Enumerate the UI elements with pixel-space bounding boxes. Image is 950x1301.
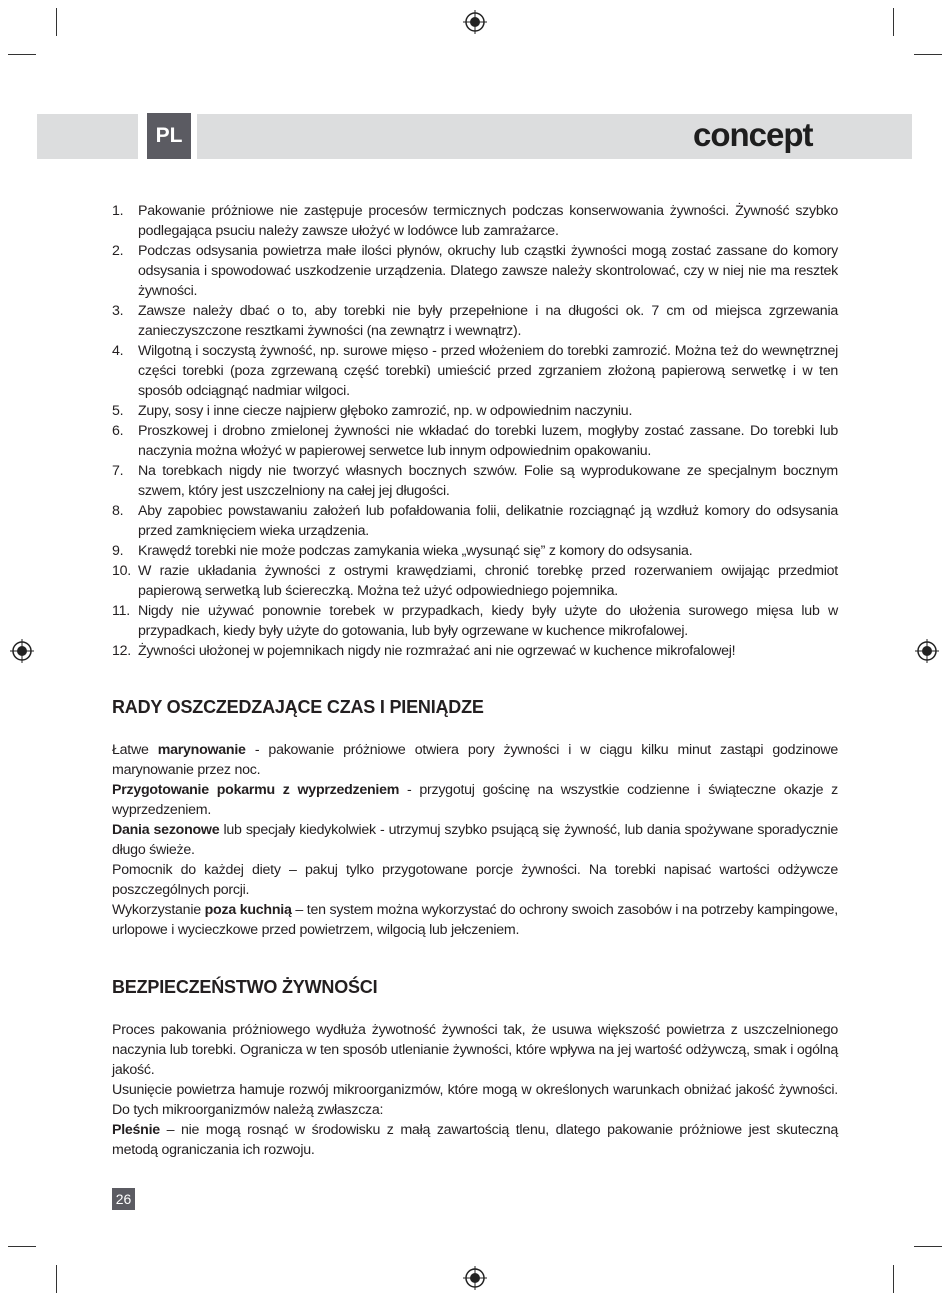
paragraph <box>112 1120 838 1160</box>
instruction-list <box>112 201 838 661</box>
crop-mark <box>914 54 942 55</box>
list-item <box>112 641 838 661</box>
list-text: Na torebkach nigdy nie tworzyć własnych bocznych szwów. Folie są wyprodukowane ze specjalnym bocznym szwem, który jest uszczelniony na całej jej długości. <box>138 463 838 499</box>
list-number: 8. <box>112 503 124 519</box>
bold-term: poza kuchnią <box>204 902 292 918</box>
paragraph-text: - przygotuj gościnę na wszystkie codzienne i świąteczne okazje z wyprzedzeniem. <box>112 782 839 818</box>
crop-mark <box>8 1246 36 1247</box>
list-number: 10. <box>112 563 131 579</box>
list-item <box>112 301 838 341</box>
list-item <box>112 241 838 301</box>
list-text: Pakowanie próżniowe nie zastępuje procesów termicznych podczas konserwowania żywności. Żywność szybko podlegająca psuciu należy zawsze ułożyć w lodówce lub zamrażarce. <box>138 203 838 239</box>
paragraph-text: - pakowanie próżniowe otwiera pory żywności i w ciągu kilku minut zastąpi godzinowe marynowanie przez noc. <box>112 742 838 778</box>
list-text: Żywności ułożonej w pojemnikach nigdy nie rozmrażać ani nie ogrzewać w kuchence mikrofalowej! <box>138 643 736 659</box>
section-heading: BEZPIECZEŃSTWO ŻYWNOŚCI <box>112 977 378 997</box>
bold-term: Pleśnie <box>112 1122 160 1138</box>
list-text: Zupy, sosy i inne ciecze najpierw głęboko zamrozić, np. w odpowiednim naczyniu. <box>138 403 633 419</box>
paragraph <box>112 780 838 820</box>
list-item <box>112 601 838 641</box>
crop-mark <box>56 1265 57 1293</box>
list-number: 9. <box>112 543 124 559</box>
page-number: 26 <box>112 1188 135 1210</box>
list-text: Nigdy nie używać ponownie torebek w przypadkach, kiedy były użyte do ułożenia surowego mięsa lub w przypadkach, kiedy były użyte do gotowania, lub były ogrzewane w kuchence mikrofalowej. <box>138 603 838 639</box>
paragraph <box>112 1020 838 1080</box>
list-item <box>112 201 838 241</box>
paragraph <box>112 860 838 900</box>
list-text: Podczas odsysania powietrza małe ilości płynów, okruchy lub cząstki żywności mogą zostać zassane do komory odsysania i spowodować uszkodzenie urządzenia. Dlatego zawsze należy skontrolować, czy w niej nie ma resztek żywności. <box>138 243 838 299</box>
list-item <box>112 401 838 421</box>
bold-term: marynowanie <box>157 742 246 758</box>
crop-mark <box>893 8 894 36</box>
brand-logo: concept <box>693 116 813 153</box>
crop-mark <box>56 8 57 36</box>
list-text: Zawsze należy dbać o to, aby torebki nie były przepełnione i na długości ok. 7 cm od miejsca zgrzewania zanieczyszczone resztkami żywności (na zewnątrz i wewnątrz). <box>138 303 838 339</box>
crop-mark <box>893 1265 894 1293</box>
paragraph <box>112 820 838 860</box>
paragraph-text: Wykorzystanie <box>112 902 205 918</box>
list-text: Krawędź torebki nie może podczas zamykania wieka „wysunąć się” z komory do odsysania. <box>138 543 693 559</box>
paragraph <box>112 1080 838 1120</box>
bold-term: Dania sezonowe <box>112 822 220 838</box>
list-item <box>112 461 838 501</box>
section-body <box>112 740 838 940</box>
crop-mark <box>8 54 36 55</box>
registration-mark-icon <box>915 639 939 663</box>
list-item <box>112 341 838 401</box>
paragraph-text: lub specjały kiedykolwiek - utrzymuj szybko psującą się żywność, lub dania spożywane sporadycznie długo świeże. <box>112 822 838 858</box>
instruction-list-container <box>112 201 838 661</box>
list-text: Wilgotną i soczystą żywność, np. surowe mięso - przed włożeniem do torebki zamrozić. Można też do wewnętrznej części torebki (poza zgrzewaną część torebki) umieścić przed zgrzaniem złożoną papierową serwetkę i w ten sposób odciągnąć nadmiar wilgoci. <box>138 343 838 399</box>
list-text: W razie układania żywności z ostrymi krawędziami, chronić torebkę przed rozerwaniem owijając przedmiot papierową serwetką lub ściereczką. Można też użyć odpowiedniego pojemnika. <box>138 563 838 599</box>
list-number: 12. <box>112 643 131 659</box>
list-number: 4. <box>112 343 124 359</box>
list-item <box>112 561 838 601</box>
paragraph <box>112 740 838 780</box>
registration-mark-icon <box>463 1266 487 1290</box>
section-heading: RADY OSZCZEDZAJĄCE CZAS I PIENIĄDZE <box>112 697 484 717</box>
list-item <box>112 541 838 561</box>
list-item <box>112 421 838 461</box>
list-item <box>112 501 838 541</box>
list-text: Aby zapobiec powstawaniu założeń lub pofałdowania folii, delikatnie rozciągnąć ją wzdłuż komory do odsysania przed zamknięciem wieka urządzenia. <box>138 503 838 539</box>
list-number: 11. <box>112 603 130 619</box>
list-number: 3. <box>112 303 124 319</box>
paragraph-text: Pomocnik do każdej diety – pakuj tylko przygotowane porcje żywności. Na torebki napisać wartości odżywcze poszczególnych porcji. <box>112 862 838 898</box>
paragraph-text: – nie mogą rosnąć w środowisku z małą zawartością tlenu, dlatego pakowanie próżniowe jest skuteczną metodą ograniczania ich rozwoju. <box>112 1122 838 1158</box>
header-band <box>37 114 138 159</box>
list-number: 7. <box>112 463 124 479</box>
paragraph <box>112 900 838 940</box>
list-number: 1. <box>112 203 124 219</box>
paragraph-text: Łatwe <box>112 742 158 758</box>
paragraph-text: – ten system można wykorzystać do ochrony swoich zasobów i na potrzeby kampingowe, urlopowe i wycieczkowe przed powietrzem, wilgocią lub jełczeniem. <box>112 902 839 938</box>
crop-mark <box>914 1246 942 1247</box>
list-number: 6. <box>112 423 124 439</box>
list-number: 2. <box>112 243 124 259</box>
language-badge: PL <box>147 113 191 159</box>
paragraph-text: Proces pakowania próżniowego wydłuża żywotność żywności tak, że usuwa większość powietrza z uszczelnionego naczynia lub torebki. Ogranicza w ten sposób utlenianie żywności, które wpływa na jej wartość odżywczą, smak i ogólną jakość. <box>112 1022 838 1078</box>
paragraph-text: Usunięcie powietrza hamuje rozwój mikroorganizmów, które mogą w określonych warunkach obniżać jakość żywności. Do tych mikroorganizmów należą zwłaszcza: <box>112 1082 838 1118</box>
list-text: Proszkowej i drobno zmielonej żywności nie wkładać do torebki luzem, mogłyby zostać zassane. Do torebki lub naczynia można włożyć w papierowej serwetce lub innym odpowiednim opakowaniu. <box>138 423 838 459</box>
list-number: 5. <box>112 403 124 419</box>
registration-mark-icon <box>10 639 34 663</box>
section-body <box>112 1020 838 1160</box>
registration-mark-icon <box>463 10 487 34</box>
bold-term: Przygotowanie pokarmu z wyprzedzeniem <box>112 782 400 798</box>
